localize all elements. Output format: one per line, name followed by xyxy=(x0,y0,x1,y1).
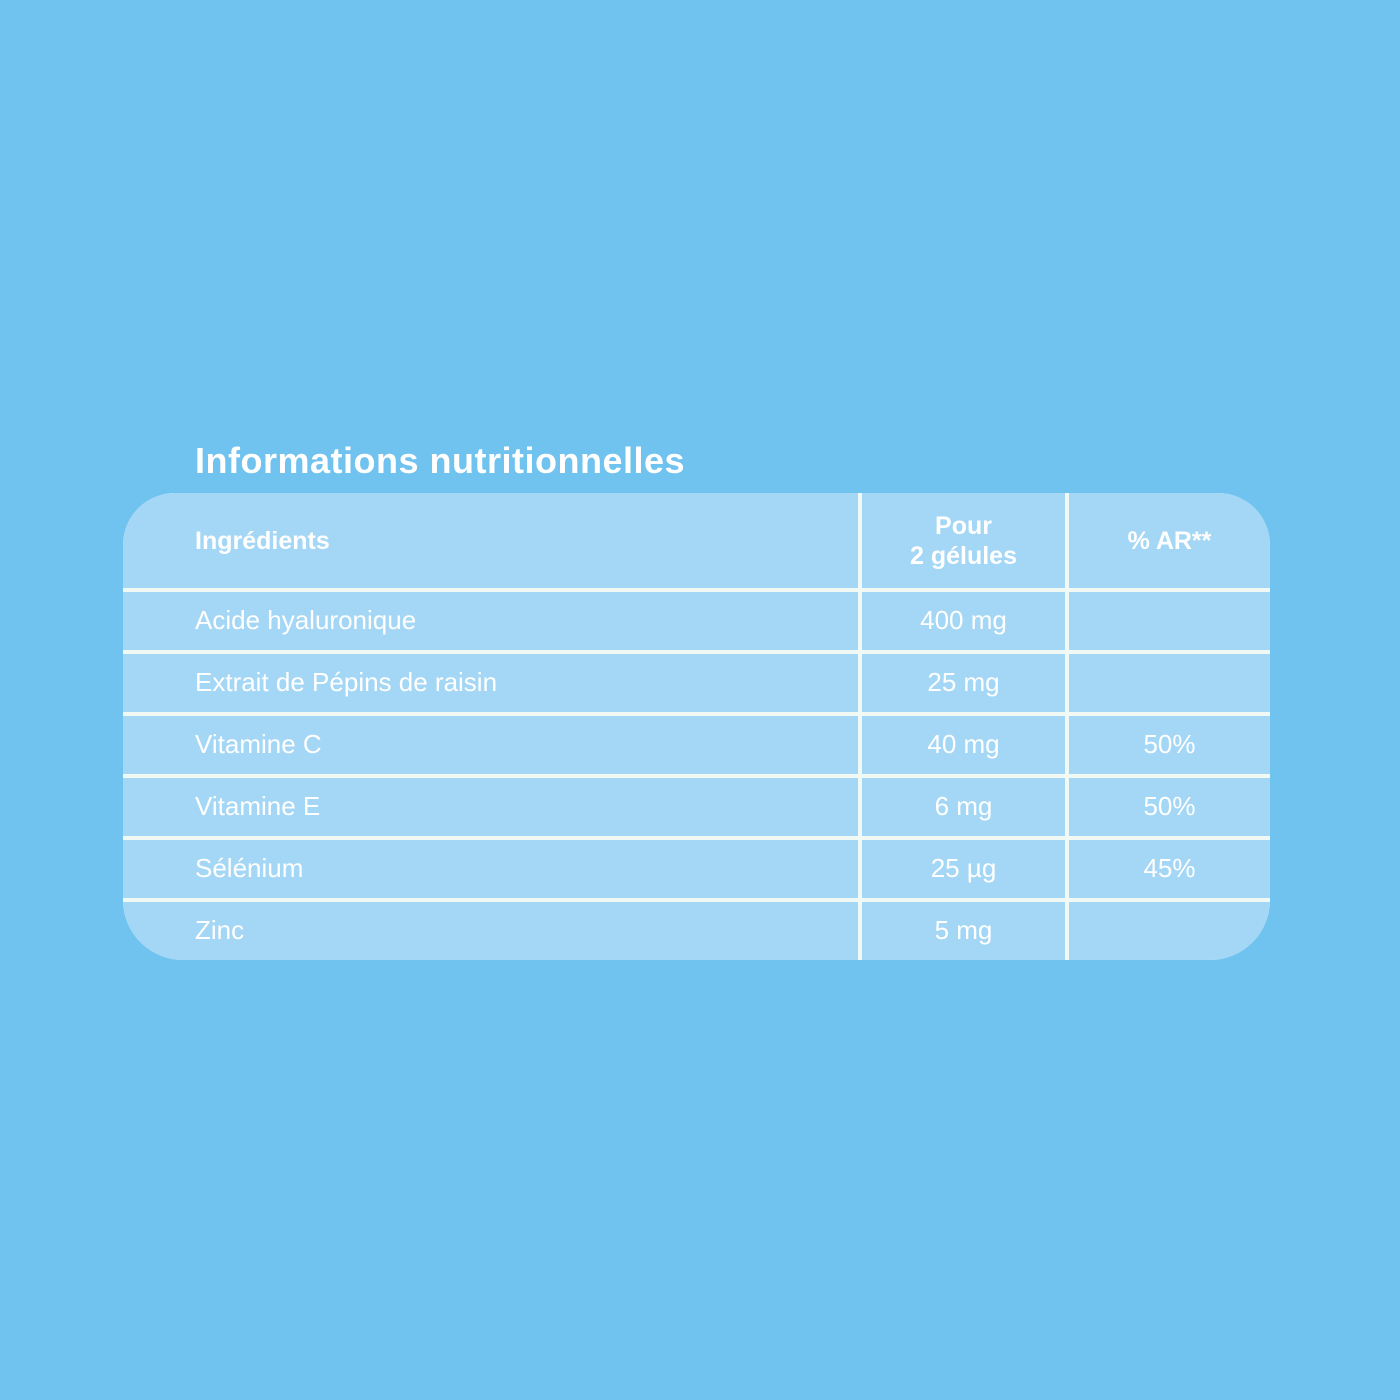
table-row-ar xyxy=(1069,654,1270,712)
ingredient-amount: 400 mg xyxy=(920,605,1007,636)
ingredient-amount: 25 µg xyxy=(930,853,997,884)
table-row-ar xyxy=(1069,592,1270,650)
page-title: Informations nutritionnelles xyxy=(195,440,686,481)
header-per-2-capsules xyxy=(862,493,1065,588)
table-row-ar xyxy=(1069,716,1270,774)
header-ar-percent-label: % AR** xyxy=(1127,526,1212,555)
ingredient-name: Extrait de Pépins de raisin xyxy=(195,667,498,698)
ingredient-ar: 50% xyxy=(1143,791,1196,822)
ingredient-amount: 6 mg xyxy=(934,791,993,822)
table-row-ingredient xyxy=(123,840,858,898)
ingredient-amount: 40 mg xyxy=(927,729,1000,760)
table-row-ingredient xyxy=(123,716,858,774)
ingredient-name: Vitamine C xyxy=(195,729,322,760)
nutrition-table xyxy=(123,493,1270,960)
table-row-amount xyxy=(862,654,1065,712)
ingredient-name: Vitamine E xyxy=(195,791,321,822)
header-per-2-capsules-line2: 2 gélules xyxy=(910,541,1017,570)
header-ingredients xyxy=(123,493,858,588)
ingredient-amount: 5 mg xyxy=(934,915,993,946)
ingredient-name: Acide hyaluronique xyxy=(195,605,417,636)
ingredient-name: Sélénium xyxy=(195,853,304,884)
table-row-amount xyxy=(862,902,1065,960)
ingredient-amount: 25 mg xyxy=(927,667,1000,698)
table-row-amount xyxy=(862,716,1065,774)
table-row-ar xyxy=(1069,902,1270,960)
table-row-ingredient xyxy=(123,778,858,836)
table-row-ingredient xyxy=(123,592,858,650)
table-row-ingredient xyxy=(123,654,858,712)
table-row-amount xyxy=(862,840,1065,898)
table-row-amount xyxy=(862,592,1065,650)
table-row-ingredient xyxy=(123,902,858,960)
table-row-ar xyxy=(1069,840,1270,898)
ingredient-ar: 50% xyxy=(1143,729,1196,760)
table-row-amount xyxy=(862,778,1065,836)
table-row-ar xyxy=(1069,778,1270,836)
ingredient-ar: 45% xyxy=(1143,853,1196,884)
header-ar-percent xyxy=(1069,493,1270,588)
header-ingredients-label: Ingrédients xyxy=(195,526,330,555)
header-per-2-capsules-line1: Pour xyxy=(935,511,992,540)
ingredient-name: Zinc xyxy=(195,915,245,946)
